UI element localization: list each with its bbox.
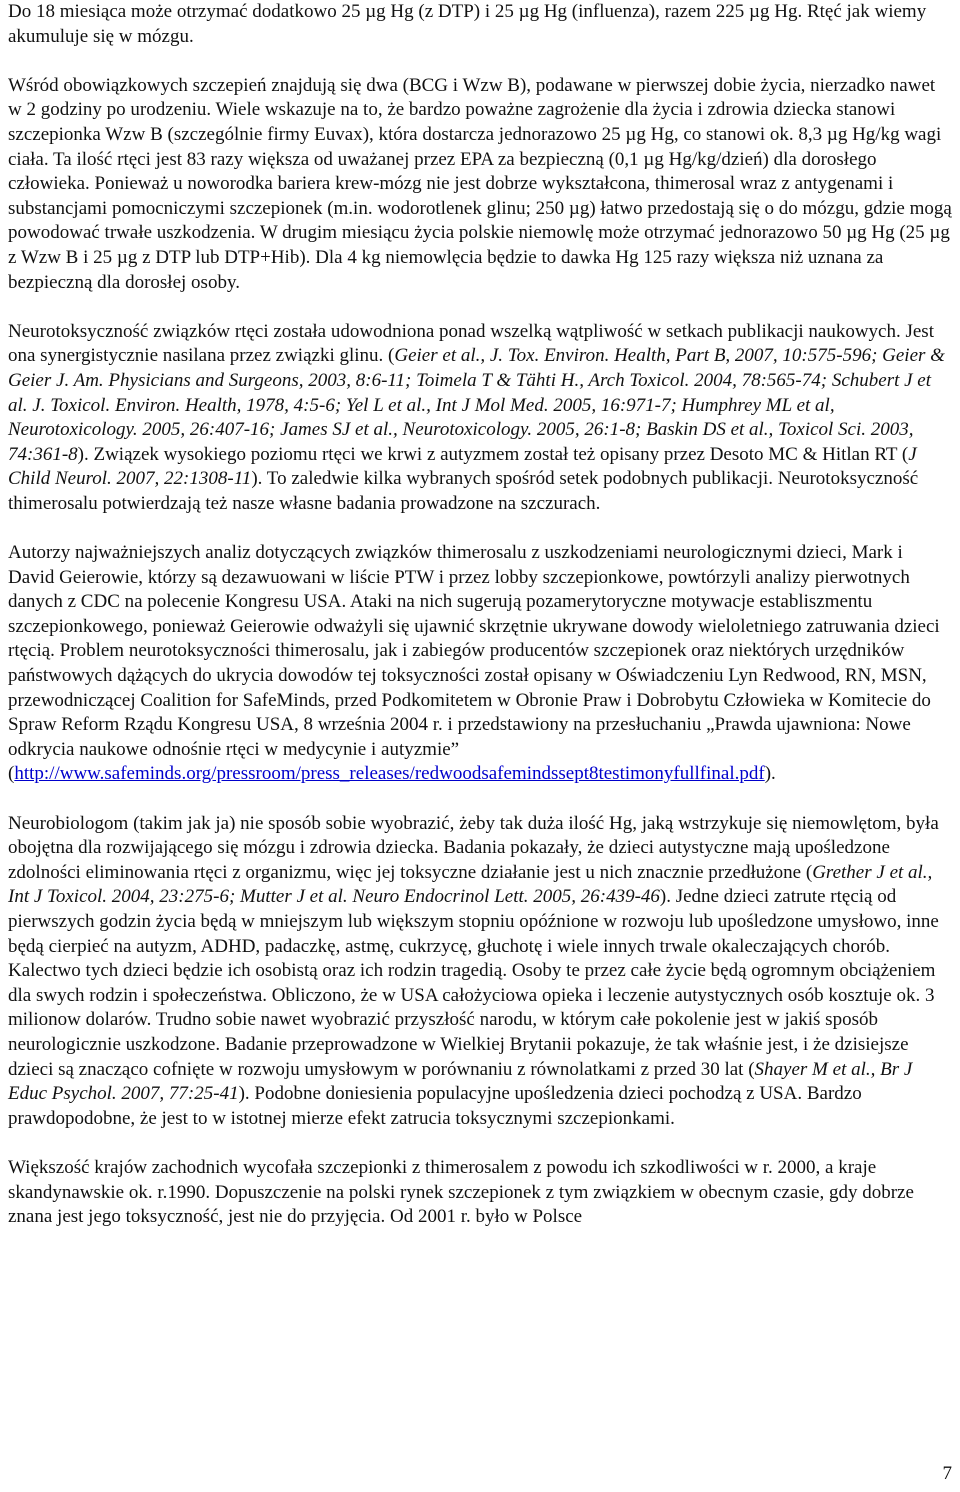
document-page	[8, 0, 953, 1254]
paragraph-text: ). Podobne doniesienia populacyjne upośledzenia dzieci pochodzą z USA. Bardzo prawdopodobne, że jest to w istotnej mierze efekt zatrucia toksycznymi szczepionkami.	[8, 1083, 862, 1129]
paragraph-text: Do 18 miesiąca może otrzymać dodatkowo 25 µg Hg (z DTP) i 25 µg Hg (influenza), razem 225 µg Hg. Rtęć jak wiemy akumuluje się w mózgu.	[8, 1, 927, 47]
paragraph-geier-analyses	[8, 541, 953, 787]
paragraph-text: Wśród obowiązkowych szczepień znajdują się dwa (BCG i Wzw B), podawane w pierwszej dobie życia, nierzadko nawet w 2 godziny po urodzeniu. Wiele wskazuje na to, że bardzo poważne zagrożenie dla życia i zdrowia dziecka stanowi szczepionka Wzw B (szczególnie firmy Euvax), która dostarcza jednorazowo 25 µg Hg, co stanowi ok. 8,3 µg Hg/kg wagi ciała. Ta ilość rtęci jest 83 razy większa od uważanej przez EPA za bezpieczną (0,1 µg Hg/kg/dzień) dla dorosłego człowieka. Ponieważ u noworodka bariera krew-mózg nie jest dobrze wykształcona, thimerosal wraz z antygenami i substancjami pomocniczymi szczepionek (m.in. wodorotlenek glinu; 250 µg) łatwo przedostają się o do mózgu, gdzie mogą powodować trwałe uszkodzenia. W drugim miesiącu życia polskie niemowlę może otrzymać jednorazowo 50 µg Hg (25 µg z Wzw B i 25 µg z DTP lub DTP+Hib). Dla 4 kg niemowlęcia będzie to dawka Hg 125 razy większa niż uznana za bezpieczną dla dorosłej osoby.	[8, 74, 952, 293]
paragraph-text: ). Jedne dzieci zatrute rtęcią od pierwszych godzin życia będą w mniejszym lub większym stopniu opóźnione w rozwoju lub upośledzone umysłowo, inne będą cierpieć na autyzm, ADHD, padaczkę, astmę, cukrzycę, głuchotę i wiele innych trwale okaleczających chorób. Kalectwo tych dzieci będzie ich osobistą oraz ich rodzin tragedią. Osoby te przez całe życie będą ogromnym obciążeniem dla swych rodzin i społeczeństwa. Obliczono, że w USA całożyciowa opieka i leczenie autystycznych osób kosztuje ok. 3 milionow dolarów. Trudno sobie nawet wyobrazić przyszłość narodu, w którym całe pokolenie jest w jakiś sposób neurologicznie uszkodzone. Badanie przeprowadzone w Wielkiej Brytanii pokazuje, że tak właśnie jest, i że dzisiejsze dzieci są znacząco cofnięte w rozwoju umysłowym w porównaniu z równolatkami z przed 30 lat (	[8, 886, 939, 1080]
paragraph-text: Większość krajów zachodnich wycofała szczepionki z thimerosalem z powodu ich szkodliwości w r. 2000, a kraje skandynawskie ok. r.1990. Dopuszczenie na polski rynek szczepionek z tym związkiem w obecnym czasie, gdy dobrze znana jest jego toksyczność, jest nie do przyjęcia. Od 2001 r. było w Polsce	[8, 1156, 914, 1228]
safeminds-link[interactable]: http://www.safeminds.org/pressroom/press_releases/redwoodsafemindssept8testimonyfullfinal.pdf	[14, 763, 765, 785]
citation: Grether J et al., Int J Toxicol. 2004, 23:275-6; Mutter J et al. Neuro Endocrinol Lett. 2005, 26:439-46	[8, 861, 933, 908]
paragraph-neurobiologists	[8, 812, 953, 1132]
paragraph-text: Neurotoksyczność związków rtęci została udowodniona ponad wszelką wątpliwość w setkach publikacji naukowych. Jest ona synergistycznie nasilana przez związki glinu. (	[8, 320, 934, 367]
citation: Shayer M et al., Br J Educ Psychol. 2007, 77:25-41	[8, 1058, 913, 1105]
paragraph-western-withdrawal	[8, 1156, 953, 1230]
citation: J Child Neurol. 2007, 22:1308-11	[8, 443, 917, 490]
paragraph-mandatory-vaccines	[8, 74, 953, 295]
paragraph-neurotoxicity-evidence	[8, 320, 953, 517]
paragraph-text: ).	[764, 763, 776, 785]
citation-list: Geier et al., J. Tox. Environ. Health, Part B, 2007, 10:575-596; Geier & Geier J. Am. Physicians and Surgeons, 2003, 8:6-11; Toimela T & Tähti H., Arch Toxicol. 2004, 78:565-74; Schubert J et al. J. Toxicol. Environ. Health, 1978, 4:5-6; Yel L et al., Int J Mol Med. 2005, 16:971-7; Humphrey ML et al, Neurotoxicology. 2005, 26:407-16; James SJ et al., Neurotoxicology. 2005, 26:1-8; Baskin DS et al., Toxicol Sci. 2003, 74:361-8	[8, 345, 945, 465]
page-number: 7	[942, 1463, 952, 1484]
paragraph-text: ). To zaledwie kilka wybranych spośród setek podobnych publikacji. Neurotoksyczność thimerosalu potwierdzają też nasze własne badania prowadzone na szczurach.	[8, 468, 919, 514]
paragraph-text: Neurobiologom (takim jak ja) nie sposób sobie wyobrazić, żeby tak duża ilość Hg, jaką wstrzykuje się niemowlętom, była obojętna dla rozwijającego się mózgu i zdrowia dziecka. Badania pokazały, że dzieci autystyczne mają upośledzone zdolności eliminowania rtęci z organizmu, więc jej toksyczne działanie jest u nich znacznie przedłużone (	[8, 812, 939, 883]
paragraph-text: Autorzy najważniejszych analiz dotyczących związków thimerosalu z uszkodzeniami neurologicznymi dzieci, Mark i David Geierowie, którzy są dezawuowani w liście PTW i przez lobby szczepionkowe, powtórzyli analizy pierwotnych danych z CDC na polecenie Kongresu USA. Ataki na nich sugerują pozamerytoryczne motywacje establiszmentu szczepionkowego, ponieważ Geierowie odważyli się ujawnić skrzętnie ukrywane dowody wieloletniego zatruwania dzieci rtęcią. Problem neurotoksyczności thimerosalu, jak i zabiegów producentów szczepionek oraz niektórych urzędników państwowych dążących do ukrycia dowodów tej toksyczności został opisany w Oświadczeniu Lyn Redwood, RN, MSN, przewodniczącej Coalition for SafeMinds, przed Podkomitetem w Obronie Praw i Dobrobytu Człowieka w Komitecie do Spraw Reform Rządu Kongresu USA, 8 września 2004 r. i przedstawiony na przesłuchaniu „Prawda ujawniona: Nowe odkrycia naukowe odnośnie rtęci w medycynie i autyzmie” (	[8, 542, 940, 785]
paragraph-text: ). Związek wysokiego poziomu rtęci we krwi z autyzmem został też opisany przez Desoto MC & Hitlan RT (	[77, 443, 909, 465]
paragraph-dose-18-months	[8, 0, 953, 49]
